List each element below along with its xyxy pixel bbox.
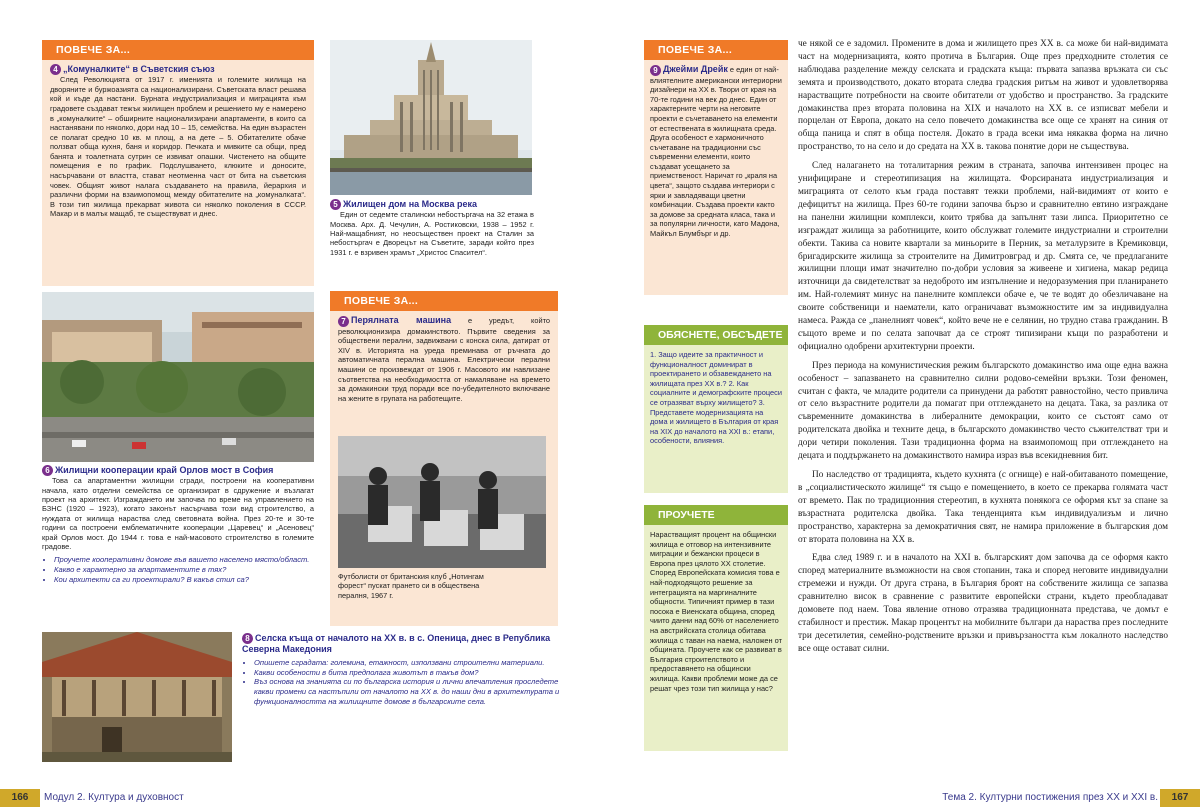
paragraph: След налагането на тоталитарния режим в страната, започва интензивен процес на унифициране и стереотипизация на жилищата. Форсираната индустриализация и миграцията от селото към града поставят тежки проблеми, най-видимият от които е дефицитът на жилища. През 60-те години започва бързо и сравнително евтино изграждане на панелни жилищни комплекси, които трябва да запълнят тази липса. Приоритетно се изграждат жилища за работниците, които обслужват големите индустриални и строителни обекти. Такива са новите квартали за миньорите в Перник, за металурзите в Кремиковци, бригадирските жилища за строителите на Димитровград и др. Смята се, че предлаганите жилищни площи имат значително по-добри условия за живеене и хигиена, макар редица източници да свидетелстват за недоброто им изпълнение и недоразумения при планирането им. Най-големият минус на панелните комплекси обаче е, че те водят до обезличаване на своите собственици и наематели, като ограничават възможностите им за индивидуална намеса. Ражда се „панелният човек“, който вече не е селянин, но трудно става гражданин. В същото време и по селата започват да се строят типизирани къщи по разработени и официално одобрени архитектурни проекти. xyxy=(798,161,1168,352)
page-number-left: 166 xyxy=(0,789,40,807)
question-item: • Какви особености в бита предполага животът в такъв дом? xyxy=(254,668,562,678)
laundry-photo xyxy=(338,436,546,568)
caption-title: Селска къща от началото на ХХ в. в с. Опеница, днес в Република Северна Македония xyxy=(242,633,551,655)
sofia-buildings-image xyxy=(42,292,314,462)
more-about-box-9 xyxy=(644,40,788,295)
box-title: Джейми Дрейк xyxy=(663,64,728,74)
caption-title: Жилищни кооперации край Орлов мост в София xyxy=(55,465,274,475)
number-badge: 7 xyxy=(338,316,349,327)
photo-caption-5 xyxy=(330,199,534,257)
laundry-bw-image xyxy=(338,436,546,568)
box-title: Перялната машина xyxy=(351,315,452,325)
page-number-right: 167 xyxy=(1160,789,1200,807)
question-item: • Въз основа на знанията си по българска история и лични впечатления проследете какви промени са настъпили от началото на ХХ в. до наши дни в архитектурата и функционалността на жилищните домове в българските села. xyxy=(254,677,562,706)
village-house-photo xyxy=(42,632,232,762)
box-header: ПОВЕЧЕ ЗА... xyxy=(330,291,558,311)
number-badge: 6 xyxy=(42,465,53,476)
left-page xyxy=(0,0,590,807)
research-box xyxy=(644,505,788,751)
moscow-skyscraper-photo xyxy=(330,40,532,195)
paragraph: По наследство от традицията, където кухнята (с огнище) е най-обитаваното помещение, в „социалистическото жилище“ тя също е помещението, в което се прекарва голямата част от времето. Пак по традиционния стереотип, в кухнята понякога се оформя кът за спане за възрастната родителска двойка. Така тенденцията към индивидуализъм и лично пространство, характерна за демократичния свят, не намира приложение в българския дом от втората половина на ХХ в. xyxy=(798,470,1168,545)
box-title: „Комуналките“ в Съветския съюз xyxy=(63,64,215,74)
number-badge: 8 xyxy=(242,633,253,644)
footer-module-title: Модул 2. Култура и духовност xyxy=(44,792,184,803)
research-text: Нарастващият процент на общински жилища е отговор на интензивните миграции и бежански процеси в Европа през цялото ХХ столетие. Според Европейската комисия това е най-подходящото решение за интеграцията на маргиналните общности. Типичният пример в тази посока е Виенската община, според чиито данни над 60% от населението на австрийската столица обитава жилища с таван на наема, наложен от общината. Проучете как се развиват в България строителството и предоставянето на общински жилища. Какви проблеми може да се решат чрез този тип жилища у нас? xyxy=(650,530,782,693)
question-item: • Опишете сградата: големина, етажност, използвани строителни материали. xyxy=(254,658,562,668)
discuss-text: 1. Защо идеите за практичност и функционалност доминират в проектирането и обзавеждането на жилищата през ХХ в.? 2. Как социалните и демографските процеси се отразяват върху жилището? 3. Представете модернизацията на дома и жилището в България от края на XIX до началото на XXI в.: етапи, особености, влияния. xyxy=(650,350,782,446)
question-item: • Кои архитекти са ги проектирали? В какъв стил са? xyxy=(54,575,314,585)
caption-text: Това са апартаментни жилищни сгради, построени на кооперативни начала, като отделни семейства се организират в сдружение и възлагат проект на архитект. Изграждането им започва по време на управлението на БЗНС (1920 – 1923), когато законът насърчава този вид строителство, а нуждата от жилища нараства след световната война. През 20-те и 30-те години са построени емблематичните кооперации „Царевец“ и „Асеновец“ край Орлов мост. До 1944 г. това е най-масовото строителство в големите градове. xyxy=(42,476,314,551)
right-page xyxy=(600,0,1200,807)
village-house-image xyxy=(42,632,232,762)
question-item: • Проучете кооперативни домове във вашето населено място/област. xyxy=(54,555,314,565)
more-about-box-7 xyxy=(330,291,558,626)
footer-topic-title: Тема 2. Културни постижения през ХХ и XXI в. xyxy=(942,792,1158,803)
box-text: е един от най-влиятелните американски интериорни дизайнери на ХХ в. Твори от края на 70-те години на век до днес. Един от характерните черти на неговите проекти е съчетаването на елементи от естествената в жилищната среда. Друга особеност е хармоничното съчетаване на традиционни със съвременни елементи, които създават усещането за приемственост. Наричат го „краля на цвета“, защото създава интериори с ярки и завладяващи цветни комбинации. Създава проекти както за домове за средната класа, така и за популярни личности, като Мадона, Майкъл Блумбърг и др. xyxy=(650,65,782,239)
number-badge: 5 xyxy=(330,199,341,210)
research-header: ПРОУЧЕТЕ xyxy=(644,505,788,525)
photo-caption-8 xyxy=(242,633,562,706)
caption-text: Един от седемте сталински небостъргача на 32 етажа в Москва. Арх. Д. Чечулин, А. Ростиковски, 1938 – 1952 г. Най-мащабният, но неосъществен проект на Сталин за небостъргач е Дворецът на Съветите, заради който през 1931 г. е взривен храмът „Христос Спасител“. xyxy=(330,210,534,257)
discuss-box xyxy=(644,325,788,493)
question-item: • Какво е характерно за апартаментите в тях? xyxy=(54,565,314,575)
paragraph: Едва след 1989 г. и в началото на XXI в. българският дом започва да се оформя както според материалните възможности на своя стопанин, така и според неговите индивидуални стремежи и нужди. От друга страна, в България броят на собствените жилища се запазва сравнително висок в сравнение с развитите европейски страни, където преобладават домовете под наем. Това явление отново отразява традиционната представа, че домът е стабилност и престиж. Макар процентът на мобилните българи да нараства през последните три десетилетия, семейно-родствените връзки и привързаността към локалното наследство все още остават силни. xyxy=(798,553,1168,654)
number-badge: 4 xyxy=(50,64,61,75)
main-body-text xyxy=(798,38,1168,656)
number-badge: 9 xyxy=(650,65,661,76)
discuss-header: ОБЯСНЕТЕ, ОБСЪДЕТЕ xyxy=(644,325,788,345)
skyscraper-image xyxy=(330,40,532,195)
questions-list xyxy=(242,658,562,706)
box-header: ПОВЕЧЕ ЗА... xyxy=(42,40,314,60)
paragraph: че някой се е задомил. Промените в дома и жилището през ХХ в. са може би най-видимата част на модернизацията, която протича в България. Още през предходните столетия се наблюдава разделение между селската и градската къща: първата запазва връзката си със земята и производството, докато втората следва градския ритъм на живот и удовлетворява нарастващите потребности на своите обитатели от удобство и пространство. За градските домакинства през втората половина на XIX и началото на ХХ в. се изписват мебели и порцелан от Европа, докато на село повечето домакинства все още се хранят на синия от обща паница и спят в обща постеля. Докато в града всеки има някаква форма на лично пространство, то на село и до средата на ХХ в. такова понятие дори не съществува. xyxy=(798,39,1168,153)
laundry-caption: Футболисти от британския клуб „Нотингам форест“ пускат прането си в обществена пералня, 1967 г. xyxy=(338,572,484,600)
paragraph: През периода на комунистическия режим българското домакинство има още една важна особеност – запазването на сравнително силни родово-семейни връзки. Този феномен, считан с факта, че младите родители са принудени да работят равностойно, често привлича от село възрастните родители да помагат при отглеждането на децата. Така, за разлика от съвременните домакинства в либералните демокрации, които се състоят само от родителската двойка и техните деца, в българското домакинство често съжителстват три и дори четири поколения. Тази традиционна форма на взаимопомощ при отглеждането на децата и поддържането на домакинството намира израз във всекидневния бит. xyxy=(798,360,1168,462)
photo-caption-6 xyxy=(42,465,314,584)
more-about-box-4 xyxy=(42,40,314,286)
caption-title: Жилищен дом на Москва река xyxy=(343,199,477,209)
box-header: ПОВЕЧЕ ЗА... xyxy=(644,40,788,60)
sofia-cooperatives-photo xyxy=(42,292,314,462)
box-text: След Революцията от 1917 г. имениятa и големите жилища на дворяните и буржоазията са национализирани. Съветската власт решава кой и къде да настани. Бурната индустриализация и миграцията към градовете създават тежък жилищен проблем и решението му е намерено в „комуналките“ – обширните национализирани апартаменти, в които са настанявани по няколко, дори над 10 – 15, семейства. На един възрастен се полагат средно 10 кв. м площ, а на дете – 5. Обитателите обаче ползват обща кухня, баня и коридор. Печката и мивките са общи, пред банята и тоалетната сутрин се извиват опашки. Чистенето на общите помещения е по график. Подслушването, клюките и доносите, насърчавани от властта, стават неотменна част от бита на съветския човек. Общият живот налага създаването на правила, йерархия и различни форми на взаимопомощ между обитателите на „комуналката“. В този тип жилища прекарват живота си няколко поколения в СССР. Макар и в малък мащаб, те съществуват и днес. xyxy=(50,75,306,219)
questions-list xyxy=(42,555,314,584)
box-text: е уредът, който революционизира домакинството. Първите сведения за обществени перални, задвижвани с конска сила, датират от XIV в. Историята на уреда преминава от ръчната до автоматичната перална машина. Електрически перални машини се произвеждат от 1906 г. Масовото им навлизане съответства на необходимостта от намаляване на времето за домакински труд поради все по-убедителното включване на жените в групата на работещите. xyxy=(338,316,550,403)
